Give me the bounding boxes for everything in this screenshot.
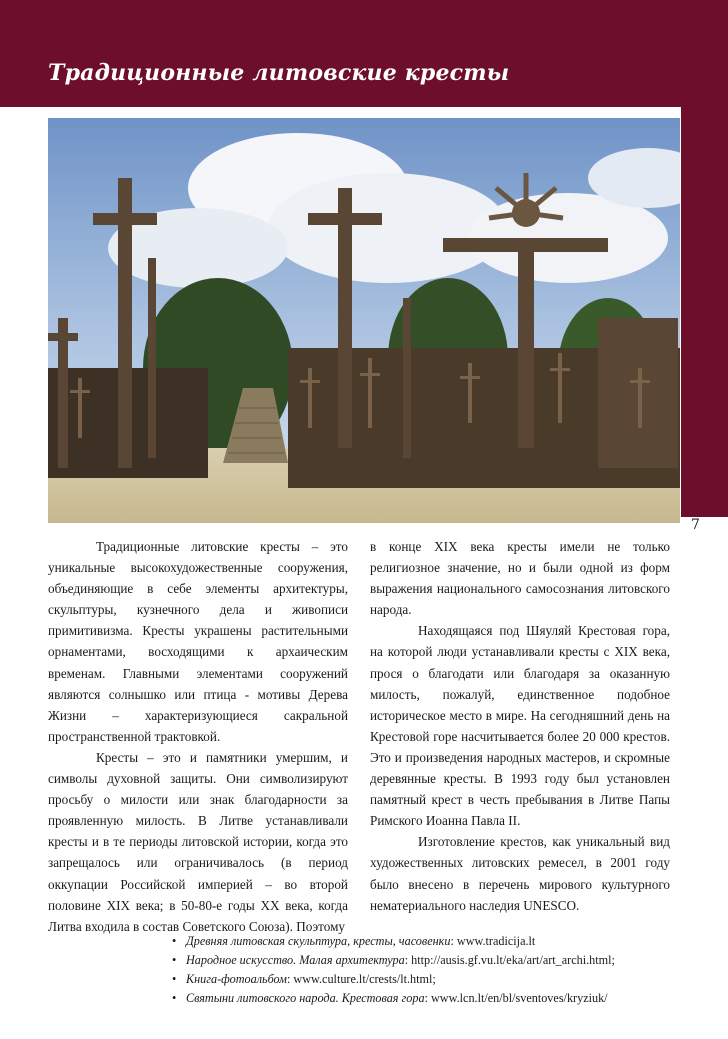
text-column-right xyxy=(370,536,670,916)
bullet-icon: • xyxy=(172,953,177,967)
paragraph: Традиционные литовские кресты – это уникальные высокохудожественные сооружения, объединяющие в себе элементы архитектуры, скульптуры, кузнечного дела и живописи примитивизма. Кресты украшены растительными орнаментами, восходящими к архаическим временам. Главными элементами сооружений являются солнышко или птица - мотивы Дерева Жизни – характеризующиеся сакральной пространственной трактовкой. xyxy=(48,539,348,744)
bullet-icon: • xyxy=(172,934,177,948)
source-link[interactable]: http://ausis.gf.vu.lt/eka/art/art_archi.html; xyxy=(411,953,615,967)
list-item: • Святыни литовского народа. Крестовая гора: www.lcn.lt/en/bl/sventoves/kryziuk/ xyxy=(172,989,672,1008)
source-label: Книга-фотоальбом xyxy=(186,972,287,986)
sources-list xyxy=(172,932,672,1008)
list-item: • Книга-фотоальбом: www.culture.lt/crests/lt.html; xyxy=(172,970,672,989)
page-title: Традиционные литовские кресты xyxy=(48,60,510,86)
source-link[interactable]: www.lcn.lt/en/bl/sventoves/kryziuk/ xyxy=(430,991,608,1005)
paragraph: в конце XIX века кресты имели не только религиозное значение, но и были одной из форм выражения национального самосознания литовского народа. xyxy=(370,539,670,618)
bullet-icon: • xyxy=(172,991,177,1005)
header-band xyxy=(0,0,728,107)
paragraph: Изготовление крестов, как уникальный вид художественных литовских ремесел, в 2001 году было внесено в перечень мирового культурного нематериального наследия UNESCO. xyxy=(370,834,670,913)
source-label: Древняя литовская скульптура, кресты, часовенки xyxy=(186,934,451,948)
list-item: • Народное искусство. Малая архитектура: http://ausis.gf.vu.lt/eka/art/art_archi.html; xyxy=(172,951,672,970)
bullet-icon: • xyxy=(172,972,177,986)
source-link[interactable]: www.culture.lt/crests/lt.html; xyxy=(293,972,436,986)
paragraph: Кресты – это и памятники умершим, и символы духовной защиты. Они символизируют просьбу о милости или знак благодарности за проявленную милость. В Литве устанавливали кресты и в те периоды литовской истории, когда это запрещалось или ограничивалось (в период оккупации Российской империей – во второй половине XIX века; в 50-80-е годы XX века, когда Литва входила в состав Советского Союза). Поэтому xyxy=(48,749,348,934)
source-label: Святыни литовского народа. Крестовая гора xyxy=(186,991,425,1005)
side-accent-bar xyxy=(681,107,728,517)
source-label: Народное искусство. Малая архитектура xyxy=(186,953,405,967)
source-link[interactable]: www.tradicija.lt xyxy=(456,934,536,948)
list-item: • Древняя литовская скульптура, кресты, часовенки: www.tradicija.lt xyxy=(172,932,672,951)
hill-of-crosses-photo xyxy=(48,118,680,523)
page-number: 7 xyxy=(691,517,700,533)
paragraph: Находящаяся под Шяуляй Крестовая гора, на которой люди устанавливали кресты с XIX века, прося о благодати или благодаря за оказанную милость, пожалуй, единственное подобное историческое место в мире. На сегодняшний день на Крестовой горе насчитывается более 20 000 крестов. Это и произведения народных мастеров, и скромные деревянные кресты. В 1993 году был установлен памятный крест в честь пребывания в Литве Папы Римского Иоанна Павла II. xyxy=(370,623,670,829)
text-column-left xyxy=(48,536,348,937)
